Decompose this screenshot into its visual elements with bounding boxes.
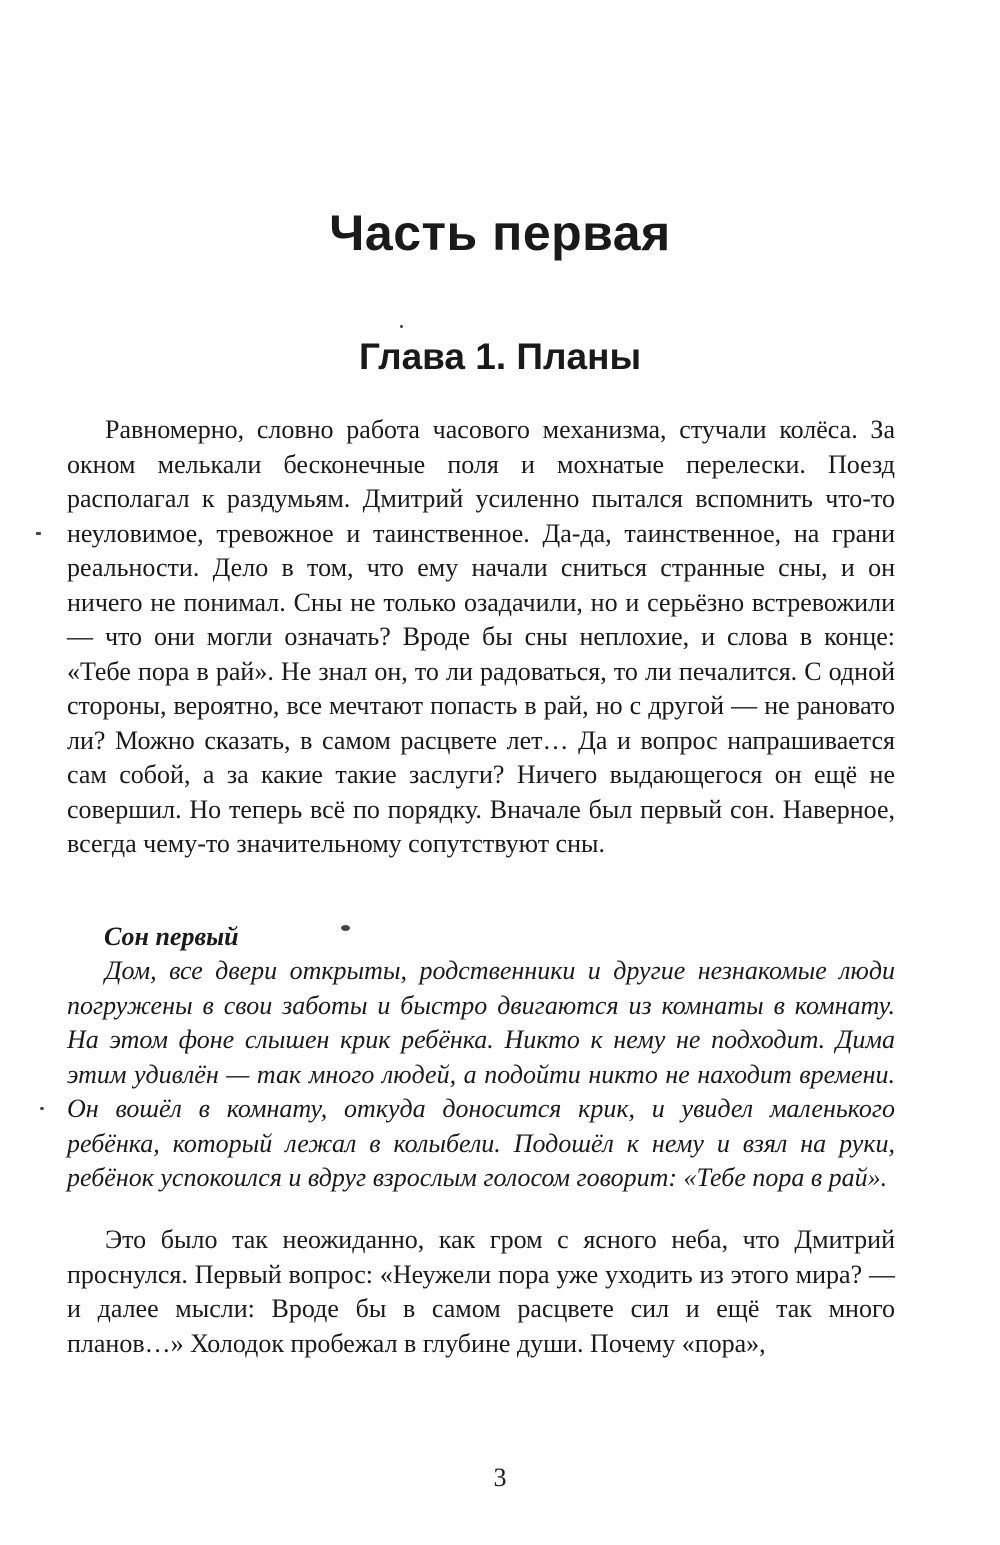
- paragraph-intro: Равномерно, словно работа часового механизма, стучали колёса. За окном мелькали бесконечные поля и мохнатые перелески. Поезд располагал к раздумьям. Дмитрий усиленно пытался вспомнить что-то неуловимое, тревожное и таинственное. Да-да, таинственное, на грани реальности. Дело в том, что ему начали сниться странные сны, и он ничего не понимал. Сны не только озадачили, но и серьёзно встревожили — что они могли означать? Вроде бы сны неплохие, и слова в конце: «Тебе пора в рай». Не знал он, то ли радоваться, то ли печалится. С одной стороны, вероятно, все мечтают попасть в рай, но с другой — не рановато ли? Можно сказать, в самом расцвете лет… Да и вопрос напрашивается сам собой, а за какие такие заслуги? Ничего выдающегося он ещё не совершил. Но теперь всё по порядку. Вначале был первый сон. Наверное, всегда чему-то значительному сопутствуют сны.: [67, 415, 895, 858]
- dream-text: Дом, все двери открыты, родственники и другие незнакомые люди погружены в свои заботы и быстро двигаются из комнаты в комнату. На этом фоне слышен крик ребёнка. Никто к нему не подходит. Дима этим удивлён — так много людей, а подойти никто не находит времени. Он вошёл в комнату, откуда доносится крик, и увидел маленького ребёнка, который лежал в колыбели. Подошёл к нему и взял на руки, ребёнок успокоился и вдруг взрослым голосом говорит: «Тебе пора в рай».: [67, 956, 895, 1192]
- scan-speck: [36, 532, 41, 535]
- chapter-title: Глава 1. Планы: [358, 336, 642, 377]
- scan-speck: [400, 325, 403, 328]
- scan-speck: [341, 925, 350, 931]
- dream-heading: Сон первый: [104, 922, 239, 951]
- scan-speck: [40, 1107, 44, 1110]
- page-number: 3: [493, 1463, 507, 1492]
- paragraph-awakening: Это было так неожиданно, как гром с ясного неба, что Дмитрий проснулся. Первый вопрос: «Неужели пора уже уходить из этого мира? — и далее мысли: Вроде бы в самом расцвете сил и ещё так много планов…» Холодок пробежал в глубине души. Почему «пора»,: [67, 1225, 895, 1358]
- part-title: Часть первая: [329, 205, 671, 261]
